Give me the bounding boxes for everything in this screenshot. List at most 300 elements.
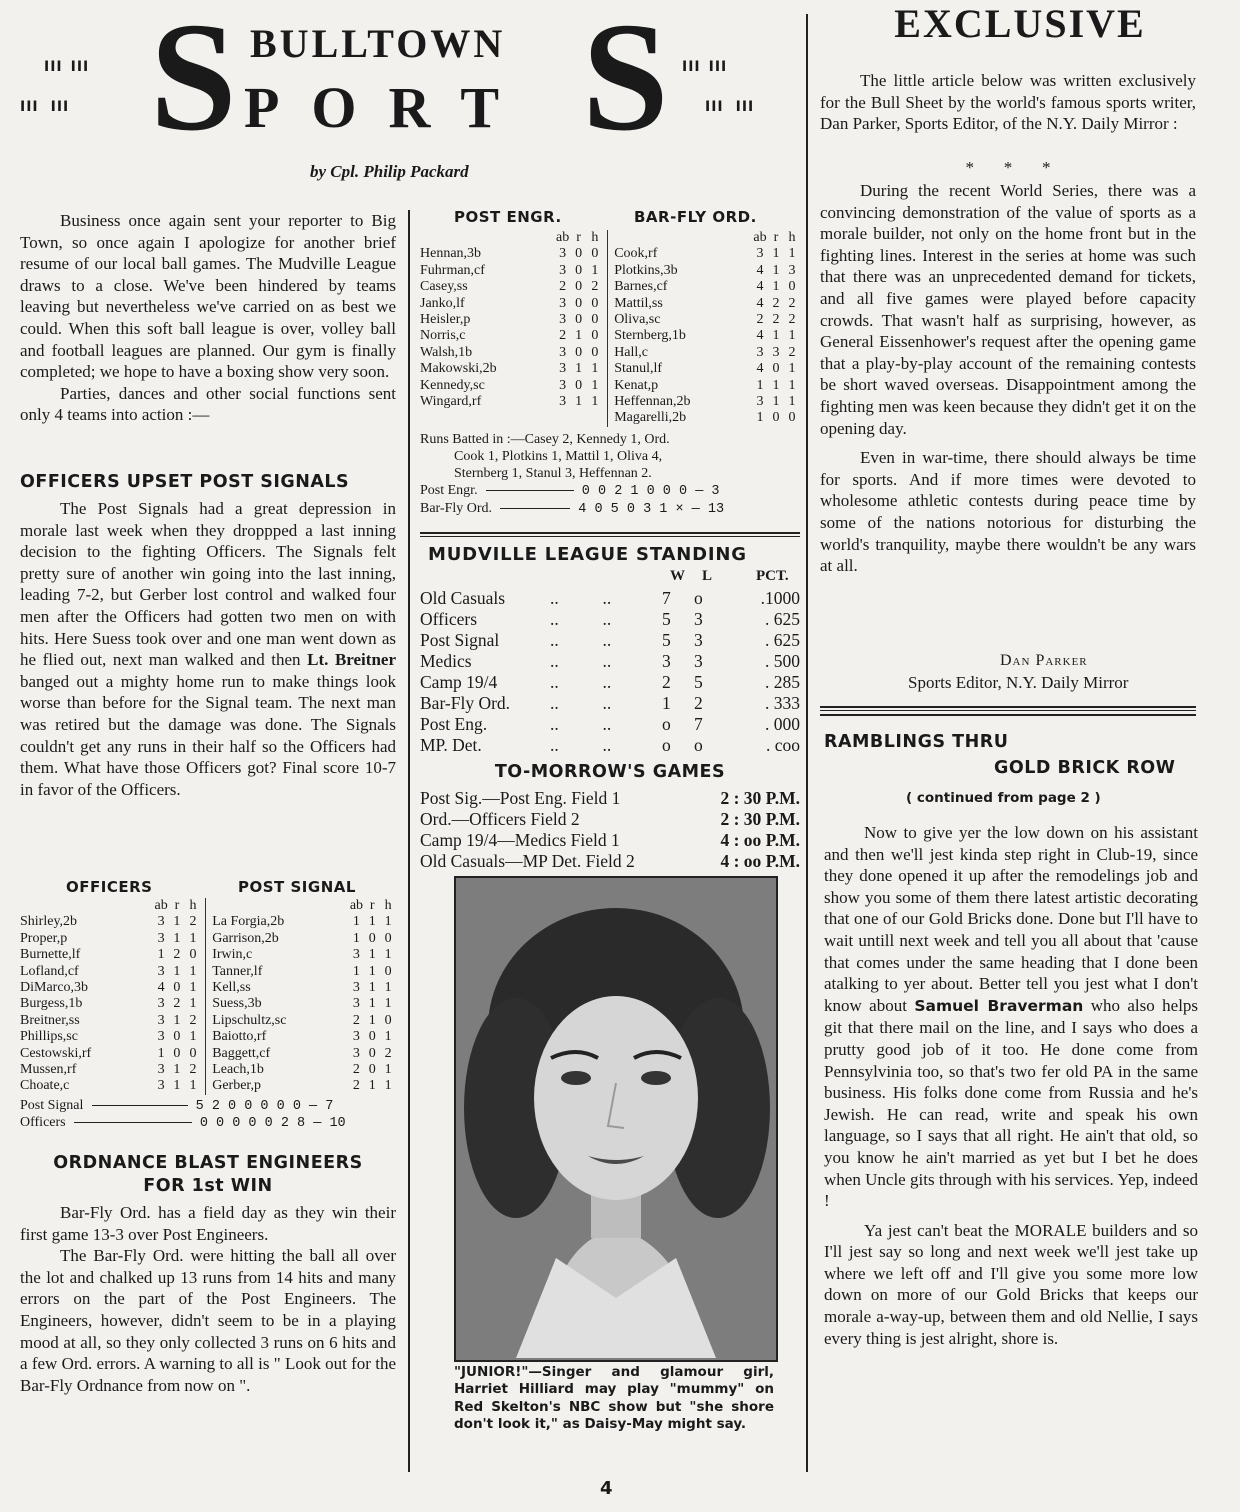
box-score-officers-signal [20, 878, 396, 1133]
box2-stat: 3 [756, 246, 764, 262]
standing-losses: 3 [694, 651, 703, 671]
story-officers-bold-name: Lt. Breitner [307, 650, 396, 670]
masthead-title-bottom: PORT [244, 75, 532, 140]
standing-rule-top-2 [420, 536, 800, 537]
box1-player-name: Breitner,ss [20, 1012, 80, 1028]
story-ordnance-p2: The Bar-Fly Ord. were hitting the ball all over the lot and chalked up 13 runs from 14 hits and many errors on the part of the Post Engineers. The Engineers, however, didn't seem to be in a playing mood at all, so they only collected 3 runs on 6 hits and a few Ord. errors. A warning to all is " Look out for the Bar-Fly Ordnance from now on ". [20, 1246, 396, 1395]
box2-header-cell: ab [556, 230, 570, 245]
box2-stat: 3 [756, 394, 764, 410]
box2-stat: 1 [575, 361, 583, 377]
box1-stat: 1 [384, 980, 392, 996]
standing-pct: .1000 [760, 588, 800, 608]
standing-dots: .. .. [550, 588, 612, 608]
standing-team: Medics [420, 651, 472, 671]
story-ordnance-p1: Bar-Fly Ord. has a field day as they win their first game 13-3 over Post Engineers. [20, 1203, 396, 1244]
masthead-big-s-left: S [150, 0, 237, 163]
games-row [420, 788, 800, 809]
ramblings-rule-2 [820, 710, 1196, 711]
box2-stat: 0 [575, 295, 583, 311]
standing-team: Old Casuals [420, 588, 506, 608]
box1-stat: 1 [173, 1062, 181, 1078]
box1-stat: 3 [157, 963, 165, 979]
box1-stat: 3 [352, 1045, 360, 1061]
ramblings-text-b: who also helps git that there mail on the line, and I says who does a prutty good job of it too. He done come from Pennsylvinia too, so that's two fer old PA in the same business. His folks done come from Russia and he's Jewish. He can read, write and speak his own language, so I says that all right. He ain't that old, so you know he ain't married as yet but I bet he does when Uncle gits through with his services. Yep, indeed ! [824, 995, 1199, 1211]
box1-stat: 1 [368, 963, 376, 979]
box1-stat: 0 [368, 1045, 376, 1061]
standing-rule-top [420, 532, 800, 534]
column-rule-1 [408, 210, 410, 1472]
box2-player-name: Kennedy,sc [420, 377, 485, 393]
standing-losses: 2 [694, 693, 703, 713]
box2-stat: 1 [772, 394, 780, 410]
box2-stat: 1 [788, 394, 796, 410]
box1-stat: 3 [157, 930, 165, 946]
story-officers [20, 498, 396, 800]
standing-wins: 5 [662, 630, 671, 650]
box1-row [20, 996, 396, 1012]
continued-note: ( continued from page 2 ) [906, 790, 1101, 806]
story-ordnance [20, 1202, 396, 1396]
box1-stat: 1 [368, 914, 376, 930]
box2-stat: 0 [575, 377, 583, 393]
box2-row [420, 361, 800, 377]
box2-linescore-1: Post Engr. 0 0 2 1 0 0 0 — 3 [420, 482, 720, 499]
separator-stars: * * * [965, 158, 1051, 177]
box1-player-name: Baggett,cf [212, 1045, 271, 1061]
box1-header-cell: h [384, 898, 392, 913]
box1-player-name: La Forgia,2b [212, 914, 285, 930]
column-rule-2 [806, 14, 808, 1472]
box1-row [20, 1062, 396, 1078]
standing-dots: .. .. [550, 609, 612, 629]
box1-player-name: Mussen,rf [20, 1062, 77, 1078]
box1-stat: 3 [352, 947, 360, 963]
box2-player-name: Walsh,1b [420, 344, 473, 360]
standing-wins: 2 [662, 672, 671, 692]
ramblings-rule [820, 706, 1196, 708]
games-row [420, 830, 800, 851]
box2-stat: 1 [587, 378, 608, 394]
box1-stat: 1 [157, 1045, 165, 1061]
standing-pct: . 000 [765, 714, 800, 734]
box1-stat: 0 [368, 930, 376, 946]
box1-stat: 2 [173, 947, 181, 963]
box2-player-name: Cook,rf [614, 246, 658, 262]
box2-row [420, 263, 800, 279]
exclusive-p2: Even in war-time, there should always be time for sports. And if more times were devoted to wholesome athletic contests during peace time by some of the nations notorious for disturbing the world's tranquility, maybe there wouldn't be any wars at all. [820, 448, 1196, 576]
ramblings-article [824, 822, 1198, 1349]
games-row [420, 851, 800, 872]
box2-player-name: Magarelli,2b [614, 410, 687, 426]
box1-stat: 3 [352, 1029, 360, 1045]
box2-stat: 3 [788, 262, 796, 278]
box2-stat: 3 [756, 344, 764, 360]
signature-title: Sports Editor, N.Y. Daily Mirror [908, 673, 1129, 692]
box2-row [420, 279, 800, 295]
box1-stat: 0 [384, 1012, 392, 1028]
box1-player-name: Suess,3b [212, 996, 262, 1012]
box2-team-right: BAR-FLY ORD. [634, 208, 757, 226]
box1-stat: 1 [384, 1062, 392, 1078]
box2-stat: 0 [575, 279, 583, 295]
box1-player-name: Tanner,lf [212, 963, 263, 979]
box2-stat: 0 [575, 344, 583, 360]
box2-stat [571, 410, 587, 426]
games-time: 2 : 30 P.M. [720, 788, 800, 808]
standing-dots: .. .. [550, 714, 612, 734]
box2-player-name: Oliva,sc [614, 312, 661, 328]
box1-header-cell [206, 898, 349, 914]
standing-pct: . 500 [765, 651, 800, 671]
box2-stat: 0 [575, 262, 583, 278]
box2-player-name: Hall,c [614, 344, 649, 360]
box2-header-row [420, 230, 800, 246]
standing-row [420, 735, 800, 756]
box2-stat: 1 [788, 328, 796, 344]
masthead-title-top: BULLTOWN [250, 21, 506, 66]
box1-player-name: Burnette,lf [20, 947, 81, 963]
standing-row [420, 630, 800, 651]
box2-stat: 3 [559, 344, 567, 360]
box2-header-cell: h [587, 230, 608, 246]
box1-row [20, 1046, 396, 1062]
box1-stat: 3 [157, 996, 165, 1012]
box1-stat: 1 [185, 1078, 206, 1094]
ramblings-head-b: GOLD BRICK ROW [994, 758, 1176, 778]
box1-stat: 1 [185, 931, 206, 947]
box1-player-name: Choate,c [20, 1078, 70, 1094]
standing-losses: 3 [694, 609, 703, 629]
headline-officers-upset: OFFICERS UPSET POST SIGNALS [20, 472, 350, 492]
box1-stat: 1 [173, 930, 181, 946]
box2-stat: 0 [575, 246, 583, 262]
box2-stat: 3 [559, 295, 567, 311]
box1-stat: 1 [185, 964, 206, 980]
box2-row [420, 378, 800, 394]
box1-player-name: Shirley,2b [20, 914, 78, 930]
box2-stat: 0 [575, 312, 583, 328]
box2-stat: 1 [772, 262, 780, 278]
box2-header-cell: h [788, 230, 796, 245]
ramblings-text-a: Now to give yer the low down on his assistant and then we'll jest kinda step right in Club-19, since they done opened it up after the remodelings job and show you some of them there latest artistic decorating that one of our Gold Bricks done. Done but I'll have to wait untill next week and tell you all about that 'cause that comes under the same heading that I done been atalking to yer about. Better tell you jest what I don't know about [824, 823, 1198, 1015]
box2-player-name: Mattil,ss [614, 295, 663, 311]
exclusive-intro [820, 70, 1196, 135]
box2-stat: 1 [756, 410, 764, 426]
box1-stat: 1 [352, 930, 360, 946]
box1-header-row [20, 898, 396, 914]
box1-player-name: Irwin,c [212, 947, 253, 963]
ramblings-p2: Ya jest can't beat the MORALE builders and so I'll jest say so long and next week we'll jest take up where we left off and I'll give you some more low down on more of our Gold Bricks that keeps our morale a-way-up, between them and old Nellie, I says every thing is jest alright, shore is. [824, 1220, 1198, 1348]
box2-team-left: POST ENGR. [454, 208, 562, 226]
box2-stat: 3 [559, 394, 567, 410]
box1-row [20, 1029, 396, 1045]
games-matchup: Post Sig.—Post Eng. Field 1 [420, 788, 621, 808]
box1-stat: 2 [352, 1062, 360, 1078]
box1-stat: 3 [352, 980, 360, 996]
box1-stat: 0 [173, 980, 181, 996]
standing-wins: o [662, 735, 671, 755]
box1-stat: 3 [157, 1029, 165, 1045]
box1-stat: 1 [173, 914, 181, 930]
box2-header-cell [420, 230, 555, 246]
box2-row [420, 296, 800, 312]
story-officers-text-b: banged out a mighty home run to make things look worse than before for the Signal team. The next man was retired but the damage was done. The Signals couldn't get any runs in their half so the Officers had them. What have those Officers got? Final score 10-7 in favor of the Officers. [20, 671, 396, 799]
box1-stat: 1 [384, 1078, 392, 1094]
box1-stat: 1 [384, 1029, 392, 1045]
box1-player-name: DiMarco,3b [20, 980, 89, 996]
box1-player-name: Burgess,1b [20, 996, 83, 1012]
box1-player-name: Garrison,2b [212, 930, 279, 946]
masthead-big-s-right: S [582, 0, 669, 163]
box2-stat: 0 [587, 328, 608, 344]
box2-row [420, 345, 800, 361]
intro-paragraph-1: Business once again sent your reporter to Big Town, so once again I apologize for another brief resume of our local ball games. The Mudville League draws to a close. We've been hindered by teams leaving but nevertheless we've carried on as best we could. When this soft ball league is over, volley ball and football leagues are planned. Our gym is finally completed; we hope to have a boxing show very soon. [20, 211, 396, 382]
photo-harriet-hilliard [454, 876, 778, 1362]
box1-row [20, 964, 396, 980]
box1-stat: 1 [368, 1012, 376, 1028]
box1-stat: 3 [157, 1078, 165, 1094]
standing-team: Officers [420, 609, 478, 629]
byline: by Cpl. Philip Packard [310, 162, 469, 181]
box2-stat: 2 [587, 279, 608, 295]
box2-stat: 3 [559, 262, 567, 278]
box1-row [20, 914, 396, 930]
box2-stat: 4 [756, 279, 764, 295]
box2-player-name: Casey,ss [420, 279, 468, 295]
games-row [420, 809, 800, 830]
games-matchup: Camp 19/4—Medics Field 1 [420, 830, 620, 850]
box2-stat: 2 [559, 279, 567, 295]
box1-stat: 0 [173, 1045, 181, 1061]
box2-stat: 1 [772, 328, 780, 344]
box1-stat: 1 [173, 1078, 181, 1094]
standing-team: Bar-Fly Ord. [420, 693, 511, 713]
box1-player-name: Leach,1b [212, 1062, 264, 1078]
standing-row [420, 588, 800, 609]
standing-wins: 3 [662, 651, 671, 671]
box1-player-name: Proper,p [20, 930, 68, 946]
standing-row [420, 714, 800, 735]
box2-stat: 0 [587, 312, 608, 328]
box1-stat: 1 [157, 947, 165, 963]
standing-wins: 7 [662, 588, 671, 608]
box2-stat: 0 [788, 410, 796, 426]
box2-player-name: Hennan,3b [420, 246, 482, 262]
box2-linescore-2: Bar-Fly Ord. 4 0 5 0 3 1 × — 13 [420, 500, 725, 517]
games-time: 4 : oo P.M. [720, 830, 800, 850]
box1-table [20, 898, 396, 1095]
box1-header-cell: ab [154, 898, 168, 913]
box2-stat: 0 [587, 296, 608, 312]
box2-stat: 0 [772, 361, 780, 377]
box2-player-name: Makowski,2b [420, 361, 497, 377]
box1-player-name: Gerber,p [212, 1078, 262, 1094]
exclusive-intro-text: The little article below was written exclusively for the Bull Sheet by the world's famous sports writer, Dan Parker, Sports Editor, of the N.Y. Daily Mirror : [820, 71, 1196, 134]
box1-stat: 2 [185, 1062, 206, 1078]
standing-dots: .. .. [550, 630, 612, 650]
box2-stat: 0 [587, 345, 608, 361]
box2-row [420, 394, 800, 410]
box1-stat: 2 [384, 1045, 392, 1061]
exclusive-title: EXCLUSIVE [894, 1, 1146, 46]
box2-row [420, 312, 800, 328]
box2-stat: 1 [788, 377, 796, 393]
box2-stat: 4 [756, 328, 764, 344]
box1-stat: 1 [352, 963, 360, 979]
box1-player-name: Phillips,sc [20, 1029, 78, 1045]
box1-stat: 0 [185, 947, 206, 963]
box1-stat: 0 [185, 1046, 206, 1062]
box1-stat: 0 [384, 963, 392, 979]
box1-linescore-1: Post Signal 5 2 0 0 0 0 0 — 7 [20, 1097, 334, 1114]
box1-stat: 2 [185, 914, 206, 930]
box1-stat: 0 [368, 1029, 376, 1045]
standing-team: Post Eng. [420, 714, 488, 734]
box2-stat: 0 [772, 410, 780, 426]
standing-row [420, 609, 800, 630]
box2-stat: 3 [559, 361, 567, 377]
box2-stat: 1 [575, 394, 583, 410]
box1-stat: 2 [185, 1013, 206, 1029]
box2-stat: 3 [559, 377, 567, 393]
box2-player-name: Norris,c [420, 328, 466, 344]
box1-stat: 1 [185, 980, 206, 996]
masthead-ornament-right-2: III III [705, 99, 755, 115]
box1-header-cell: r [369, 898, 375, 913]
photo-caption: "JUNIOR!"—Singer and glamour girl, Harriet Hilliard may play "mummy" on Red Skelton's NBC show but "she shore don't look it," as Daisy-May might say. [454, 1364, 774, 1433]
ramblings-rule-3 [820, 714, 1196, 716]
box1-stat: 1 [368, 980, 376, 996]
standing-team: Post Signal [420, 630, 500, 650]
box1-stat: 1 [368, 947, 376, 963]
intro-paragraph-2: Parties, dances and other social functions sent only 4 teams into action :— [20, 383, 396, 425]
box2-player-name: Sternberg,1b [614, 328, 686, 344]
box2-row [420, 246, 800, 262]
box2-row [420, 410, 800, 426]
box1-stat: 1 [185, 1029, 206, 1045]
box2-stat: 3 [559, 312, 567, 328]
standing-table [420, 588, 800, 756]
masthead-ornament-right: III III [682, 59, 728, 75]
games-matchup: Ord.—Officers Field 2 [420, 809, 580, 829]
box2-stat: 2 [756, 312, 764, 328]
box1-stat: 0 [173, 1029, 181, 1045]
box1-row [20, 1078, 396, 1094]
box2-player-name: Janko,lf [420, 295, 465, 311]
box1-player-name: Lipschultz,sc [212, 1012, 287, 1028]
standing-losses: o [694, 588, 703, 608]
standing-pct: . 333 [765, 693, 800, 713]
box2-stat: 4 [756, 262, 764, 278]
standing-pct: . 285 [765, 672, 800, 692]
box2-stat: 2 [772, 295, 780, 311]
box2-stat: 4 [756, 361, 764, 377]
standing-row [420, 693, 800, 714]
box1-row [20, 947, 396, 963]
box1-stat: 1 [352, 914, 360, 930]
standing-dots: .. .. [550, 651, 612, 671]
intro-text [20, 210, 396, 426]
standing-dots: .. .. [550, 693, 612, 713]
box1-stat: 1 [185, 996, 206, 1012]
box2-header-cell: r [576, 230, 581, 245]
box2-stat [555, 410, 571, 426]
standing-pct: . 625 [765, 609, 800, 629]
box2-stat: 1 [587, 263, 608, 279]
box2-player-name: Kenat,p [614, 377, 659, 393]
rbi-line-3: Sternberg 1, Stanul 3, Heffennan 2. [454, 465, 652, 481]
standing-losses: 3 [694, 630, 703, 650]
games-time: 2 : 30 P.M. [720, 809, 800, 829]
box1-row [20, 931, 396, 947]
box1-player-name: Baiotto,rf [212, 1029, 267, 1045]
exclusive-p1: During the recent World Series, there was a convincing demonstration of the value of sports as a morale builder, not only on the home front but in the fighting lines. Interest in the series at home was such that there was an unprecedented demand for tickets, and all five games were played before capacity crowds. That wasn't half as surprising, however, as General Eissenhower's request after the opening game that a play-by-play account of the remaining contests be short waved overseas. Disappointment among the fighting men was keen because they didn't get it on the opening day. [820, 181, 1196, 438]
box2-header-cell: ab [753, 230, 767, 245]
box1-row [20, 1013, 396, 1029]
box2-stat: 2 [788, 344, 796, 360]
portrait-illustration [456, 878, 776, 1360]
box1-stat: 2 [352, 1012, 360, 1028]
box1-header-cell: h [185, 898, 206, 914]
box2-stat: 1 [788, 246, 796, 262]
box1-stat: 2 [352, 1078, 360, 1094]
box1-stat: 0 [368, 1062, 376, 1078]
box-score-engineers-barfly [420, 208, 800, 518]
exclusive-article [820, 180, 1196, 577]
games-title: TO-MORROW'S GAMES [494, 762, 726, 782]
box1-team-left: OFFICERS [66, 878, 153, 896]
box2-stat: 1 [587, 361, 608, 377]
ramblings-bold-name: Samuel Braverman [914, 996, 1084, 1015]
standing-wins: 5 [662, 609, 671, 629]
box1-stat: 1 [173, 963, 181, 979]
box1-stat: 1 [368, 996, 376, 1012]
standing-pct: . coo [765, 735, 800, 755]
box1-player-name: Lofland,cf [20, 963, 79, 979]
box2-player-name: Fuhrman,cf [420, 262, 485, 278]
box2-player-name: Heisler,p [420, 312, 471, 328]
box1-stat: 1 [384, 996, 392, 1012]
standing-pct: . 625 [765, 630, 800, 650]
box1-player-name: Cestowski,rf [20, 1045, 92, 1061]
box1-stat: 0 [384, 930, 392, 946]
box2-stat: 2 [559, 328, 567, 344]
standing-wins: o [662, 714, 671, 734]
rbi-line-1: Runs Batted in :—Casey 2, Kennedy 1, Ord. [420, 431, 670, 447]
box1-stat: 1 [384, 914, 392, 930]
box2-player-name: Wingard,rf [420, 394, 482, 410]
box1-team-right: POST SIGNAL [238, 878, 356, 896]
standing-row [420, 672, 800, 693]
box1-stat: 1 [368, 1078, 376, 1094]
box2-stat: 0 [788, 279, 796, 295]
standing-team: Camp 19/4 [420, 672, 498, 692]
box2-stat: 2 [788, 295, 796, 311]
box2-stat: 2 [772, 312, 780, 328]
box2-stat: 2 [788, 312, 796, 328]
box2-stat: 3 [559, 246, 567, 262]
box1-linescore-2: Officers 0 0 0 0 0 2 8 — 10 [20, 1114, 346, 1131]
box1-stat: 3 [157, 914, 165, 930]
box1-header-cell: ab [349, 898, 364, 913]
box1-stat: 1 [384, 947, 392, 963]
standing-title: MUDVILLE LEAGUE STANDING [428, 544, 747, 565]
page-number: 4 [600, 1478, 613, 1499]
box2-player-name: Heffennan,2b [614, 394, 691, 410]
standing-losses: 7 [694, 714, 703, 734]
box1-stat: 3 [157, 1012, 165, 1028]
ramblings-head-a: RAMBLINGS THRU [824, 732, 1009, 752]
